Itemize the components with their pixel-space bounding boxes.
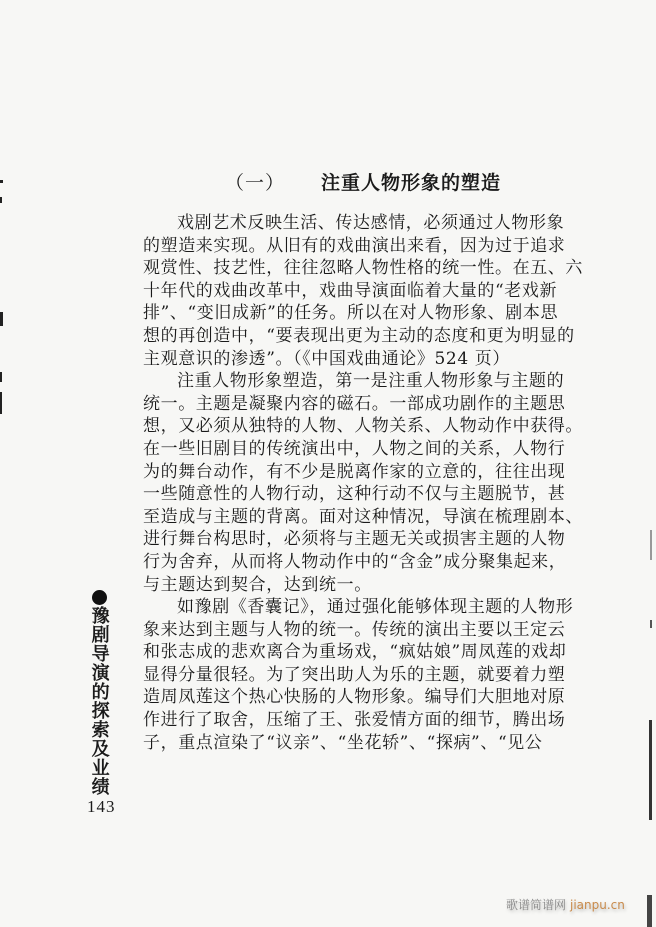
section-number: （一） bbox=[225, 172, 286, 194]
scan-edge-right bbox=[642, 0, 656, 927]
text-line: 戏剧艺术反映生活、传达感情，必须通过人物形象 bbox=[177, 213, 565, 233]
text-line: 主观意识的渗透”。（《中国戏曲通论》524 页） bbox=[143, 348, 510, 369]
text-line: 统一。主题是凝聚内容的磁石。一部成功剧作的主题思 bbox=[143, 393, 566, 414]
scan-artifact bbox=[647, 895, 652, 927]
text-line: 象来达到主题与人物的统一。传统的演出主要以王定云 bbox=[143, 619, 566, 640]
text-line: 在一些旧剧目的传统演出中，人物之间的关系，人物行 bbox=[143, 438, 566, 459]
scan-artifact bbox=[650, 530, 652, 560]
scan-artifact bbox=[0, 372, 2, 382]
text-line: 排”、“变旧成新”的任务。所以在对人物形象、剧本思 bbox=[143, 303, 559, 324]
text-line: 作进行了取舍，压缩了王、张爱情方面的细节，腾出场 bbox=[143, 710, 566, 731]
section-heading bbox=[225, 168, 501, 195]
section-title: 注重人物形象的塑造 bbox=[321, 172, 502, 194]
side-title-text: 豫剧导演的探索及业绩 bbox=[88, 606, 110, 796]
text-line: 想的再创造中，“要表现出更为主动的态度和更为明显的 bbox=[143, 325, 575, 346]
text-line: 行为舍弃，从而将人物动作中的“含金”成分聚集起来， bbox=[143, 551, 567, 572]
watermark bbox=[506, 896, 625, 913]
text-line: 造周凤莲这个热心快肠的人物形象。编导们大胆地对原 bbox=[143, 687, 566, 708]
bullet-icon bbox=[92, 590, 107, 605]
text-line: 进行舞台构思时，必须将与主题无关或损害主题的人物 bbox=[143, 529, 566, 550]
scan-artifact bbox=[0, 197, 2, 203]
scan-artifact bbox=[0, 312, 3, 326]
text-line: 想，又必须从独特的人物、人物关系、人物动作中获得。 bbox=[143, 416, 583, 437]
page-number: 143 bbox=[87, 797, 116, 816]
text-line: 注重人物形象塑造，第一是注重人物形象与主题的 bbox=[177, 371, 565, 392]
scan-artifact bbox=[0, 392, 2, 414]
watermark-cn: 歌谱简谱网 bbox=[506, 898, 567, 912]
text-line: 子，重点渲染了“议亲”、“坐花轿”、“探病”、“见公 bbox=[143, 732, 543, 753]
scan-edge-left bbox=[0, 0, 6, 927]
text-line: 与主题达到契合，达到统一。 bbox=[143, 574, 372, 595]
text-line: 至造成与主题的背离。面对这种情况，导演在梳理剧本、 bbox=[143, 506, 583, 527]
text-line: 十年代的戏曲改革中，戏曲导演面临着大量的“老戏新 bbox=[143, 280, 558, 301]
text-line: 如豫剧《香囊记》，通过强化能够体现主题的人物形 bbox=[177, 597, 574, 618]
watermark-url: jianpu.cn bbox=[570, 898, 625, 912]
scan-artifact bbox=[649, 720, 652, 820]
text-line: 和张志成的悲欢离合为重场戏，“疯姑娘”周凤莲的戏却 bbox=[143, 642, 567, 663]
text-line: 显得分量很轻。为了突出助人为乐的主题，就要着力塑 bbox=[143, 664, 566, 685]
text-line: 的塑造来实现。从旧有的戏曲演出来看，因为过于追求 bbox=[143, 235, 566, 256]
body-text bbox=[143, 212, 598, 754]
scan-artifact bbox=[0, 180, 3, 183]
running-side-title bbox=[86, 590, 112, 796]
scan-artifact bbox=[650, 620, 652, 628]
text-line: 为的舞台动作，有不少是脱离作家的立意的，往往出现 bbox=[143, 461, 566, 482]
text-line: 一些随意性的人物行动，这种行动不仅与主题脱节，甚 bbox=[143, 484, 566, 505]
text-line: 观赏性、技艺性，往往忽略人物性格的统一性。在五、六 bbox=[143, 258, 583, 279]
